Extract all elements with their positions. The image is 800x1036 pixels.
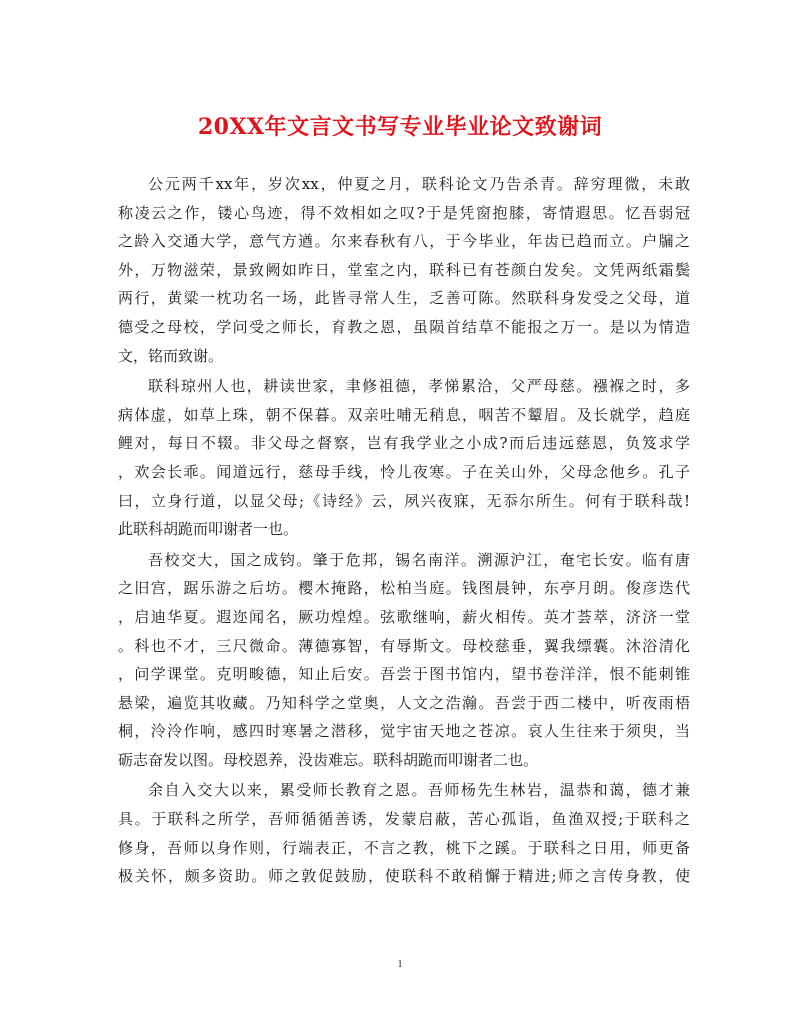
paragraph-line: 公元两千xx年，岁次xx，仲夏之月，联科论文乃告杀青。辞穷理微，未敢	[148, 175, 690, 193]
paragraph-line: ，启迪华夏。遐迩闻名，厥功煌煌。弦歌继响，薪火相传。英才荟萃，济济一堂	[118, 607, 690, 626]
paragraph-line: 之旧宫，踞乐游之后坊。樱木掩路，松柏当庭。钱图晨钟，东亭月朗。俊彦迭代	[118, 579, 690, 598]
document-title: 20XX年文言文书写专业毕业论文致谢词	[197, 114, 603, 140]
paragraph-line: 德受之母校，学问受之师长，育教之恩，虽陨首结草不能报之万一。是以为情造	[118, 317, 690, 336]
paragraph-line: 此联科胡跪而叩谢者一也。	[118, 520, 299, 539]
paragraph-line: 鲤对，每日不辍。非父母之督察，岂有我学业之小成?而后违远慈恩，负笈求学	[118, 434, 690, 453]
paragraph-line: ，问学课堂。克明畯德，知止后安。吾尝于图书馆内，望书卷洋洋，恨不能刺锥	[118, 665, 690, 684]
paragraph-line: ，欢会长乖。闻道远行，慈母手线，怜儿夜寒。子在关山外，父母念他乡。孔子	[118, 462, 690, 481]
paragraph-line: 称凌云之作，镂心鸟迹，得不效相如之叹?于是凭窗抱膝，寄情遐思。忆吾弱冠	[118, 203, 690, 222]
paragraph-line: 外，万物滋荣，景致阙如昨日，堂室之内，联科已有苍颜白发矣。文凭两纸霜鬓	[118, 260, 690, 279]
paragraph-line: 极关怀，颇多资助。师之敦促鼓励，使联科不敢稍懈于精进;师之言传身教，使	[118, 867, 690, 886]
paragraph-line: 。科也不才，三尺微命。薄德寡智，有辱斯文。母校慈垂，翼我缥囊。沐浴清化	[118, 636, 690, 655]
paragraph-line: 桐，泠泠作响，感四时寒暑之潜移，觉宇宙天地之苍凉。哀人生往来于须臾，当	[118, 722, 690, 741]
paragraph-line: 病体虚，如草上珠，朝不保暮。双亲吐哺无稍息，咽苦不颦眉。及长就学，趋庭	[118, 405, 690, 424]
paragraph	[118, 170, 690, 370]
paragraph-line: 文，铭而致谢。	[118, 346, 224, 365]
paragraph	[118, 546, 690, 775]
document-body	[118, 170, 690, 893]
paragraph-line: 吾校交大，国之成钧。肇于危邦，锡名南洋。溯源沪江，奄宅长安。临有唐	[148, 550, 690, 569]
paragraph-line: 联科琼州人也，耕读世家，聿修祖德，孝悌累洽，父严母慈。襁褓之时，多	[148, 377, 690, 396]
paragraph-line: 曰，立身行道，以显父母;《诗经》云，夙兴夜寐，无忝尔所生。何有于联科哉!	[118, 491, 690, 510]
paragraph-line: 修身，吾师以身作则，行端表正，不言之教，桃下之蹊。于联科之日用，师更备	[118, 838, 690, 857]
paragraph-line: 两行，黄粱一枕功名一场，此皆寻常人生，乏善可陈。然联科身发受之父母，道	[118, 289, 690, 308]
paragraph-line: 之龄入交通大学，意气方遒。尔来春秋有八，于今毕业，年齿已趋而立。户牖之	[118, 232, 690, 251]
page-number: 1	[397, 958, 403, 970]
paragraph	[118, 776, 690, 890]
paragraph-line: 悬梁，遍览其收藏。乃知科学之堂奥，人文之浩瀚。吾尝于西二楼中，听夜雨梧	[118, 693, 690, 712]
paragraph	[118, 372, 690, 544]
paragraph-line: 具。于联科之所学，吾师循循善诱，发蒙启蔽，苦心孤诣，鱼渔双授;于联科之	[118, 810, 690, 829]
paragraph-line: 砺志奋发以图。母校恩养，没齿难忘。联科胡跪而叩谢者二也。	[118, 750, 539, 769]
paragraph-line: 余自入交大以来，累受师长教育之恩。吾师杨先生林岩，温恭和蔼，德才兼	[148, 781, 690, 800]
